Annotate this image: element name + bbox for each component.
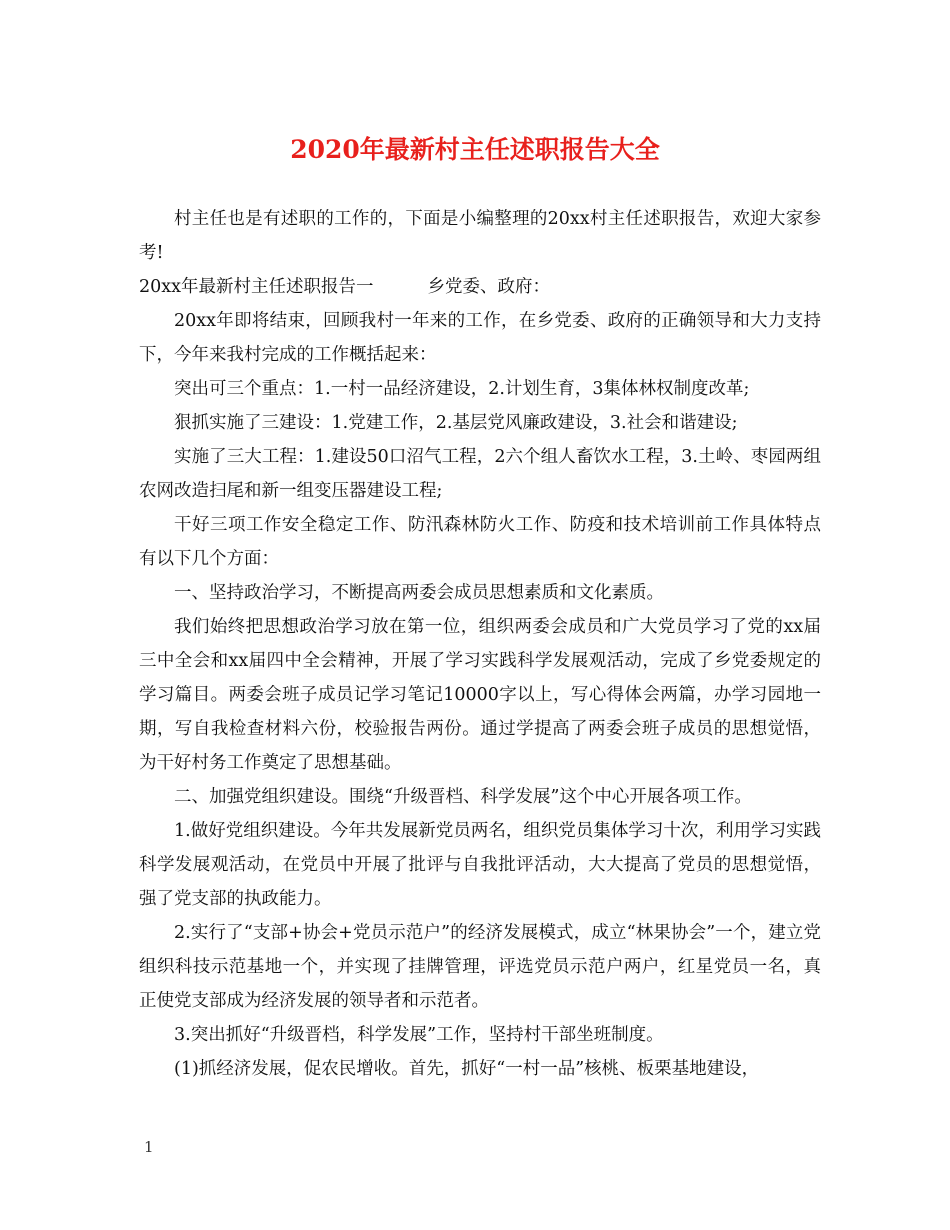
paragraph-4: 实施了三大工程：1.建设50口沼气工程，2六个组人畜饮水工程，3.土岭、枣园两组农网改造扫尾和新一组变压器建设工程;: [139, 447, 821, 501]
document-title: 2020年最新村主任述职报告大全: [290, 135, 660, 164]
paragraph-10: (1)抓经济发展，促农民增收。首先，抓好“一村一品”核桃、板栗基地建设，: [174, 1059, 760, 1079]
report-addressee: 乡党委、政府：: [427, 277, 551, 297]
section-heading-1: 一、坚持政治学习，不断提高两委会成员思想素质和文化素质。: [174, 583, 664, 603]
paragraph-9: 3.突出抓好“升级晋档，科学发展”工作，坚持村干部坐班制度。: [174, 1025, 664, 1045]
paragraph-8: 2.实行了“支部+协会+党员示范户”的经济发展模式，成立“林果协会”一个，建立党组织科技示范基地一个，并实现了挂牌管理，评选党员示范户两户，红星党员一名，真正使党支部成为经济发展的领导者和示范者。: [139, 923, 821, 1011]
paragraph-3: 狠抓实施了三建设：1.党建工作，2.基层党风廉政建设，3.社会和谐建设;: [174, 413, 738, 433]
document-body: [139, 202, 821, 1086]
report-heading: 20xx年最新村主任述职报告一: [139, 277, 374, 297]
paragraph-2: 突出可三个重点：1.一村一品经济建设，2.计划生育，3集体林权制度改革;: [174, 379, 750, 399]
section-heading-2: 二、加强党组织建设。围绕“升级晋档、科学发展”这个中心开展各项工作。: [174, 787, 752, 807]
paragraph-6: 我们始终把思想政治学习放在第一位，组织两委会成员和广大党员学习了党的xx届三中全会和xx届四中全会精神，开展了学习实践科学发展观活动，完成了乡党委规定的学习篇目。两委会班子成员记学习笔记10000字以上，写心得体会两篇，办学习园地一期，写自我检查材料六份，校验报告两份。通过学提高了两委会班子成员的思想觉悟，为干好村务工作奠定了思想基础。: [139, 617, 821, 773]
page-number: 1: [144, 1138, 154, 1156]
paragraph-7: 1.做好党组织建设。今年共发展新党员两名，组织党员集体学习十次，利用学习实践科学发展观活动，在党员中开展了批评与自我批评活动，大大提高了党员的思想觉悟，强了党支部的执政能力。: [139, 821, 821, 909]
paragraph-1: 20xx年即将结束，回顾我村一年来的工作，在乡党委、政府的正确领导和大力支持下，今年来我村完成的工作概括起来：: [139, 311, 821, 365]
paragraph-intro: 村主任也是有述职的工作的，下面是小编整理的20xx村主任述职报告，欢迎大家参考!: [139, 209, 821, 263]
paragraph-5: 干好三项工作安全稳定工作、防汛森林防火工作、防疫和技术培训前工作具体特点有以下几个方面：: [139, 515, 821, 569]
report-heading-line: [139, 270, 821, 304]
